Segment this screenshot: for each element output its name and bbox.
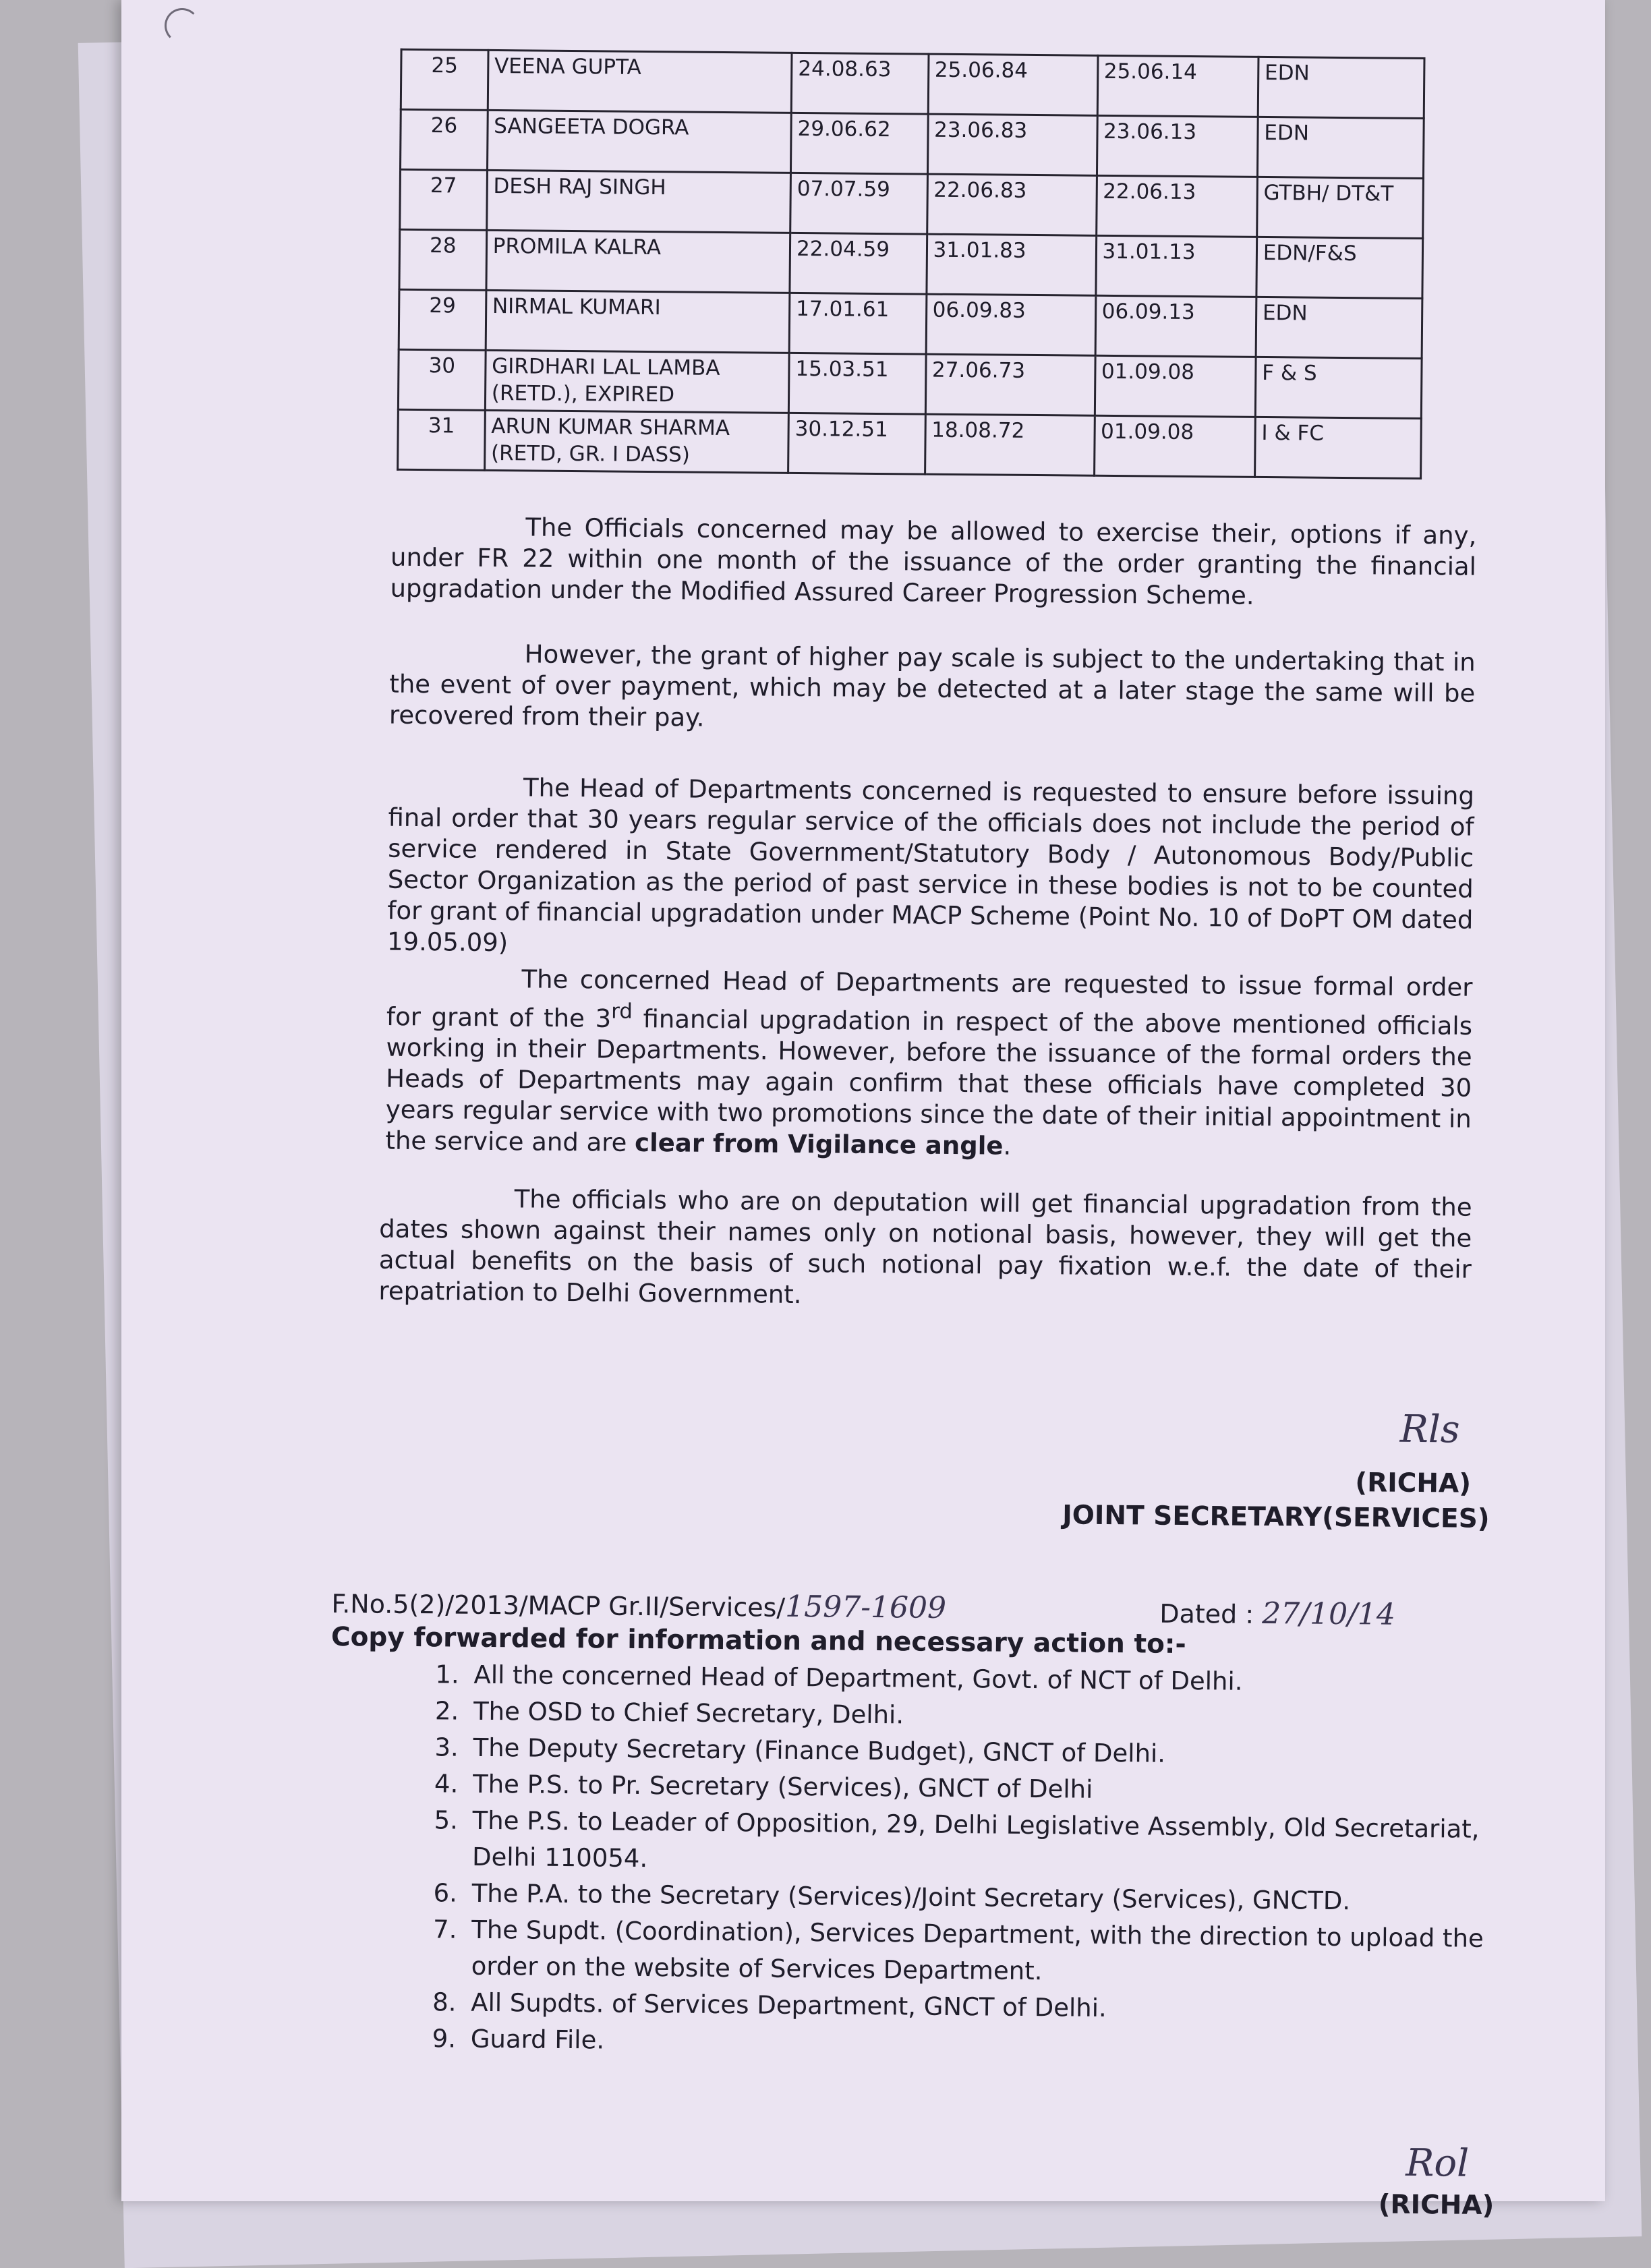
cell-dept: F & S xyxy=(1255,357,1422,418)
cell-no: 26 xyxy=(400,109,487,170)
recipients-list xyxy=(422,1656,1519,2066)
table-row xyxy=(398,409,1422,478)
cell-dept: I & FC xyxy=(1254,417,1421,478)
cell-dept: EDN xyxy=(1258,57,1424,118)
paragraph-overpayment: However, the grant of higher pay scale is subject to the undertaking that in the event of over payment, which may be detected at a later stage the same will be recovered from their pay. xyxy=(388,639,1476,732)
dated-handwritten: 27/10/14 xyxy=(1262,1596,1396,1632)
cell-dept: EDN xyxy=(1257,117,1424,178)
cell-no: 28 xyxy=(399,229,486,290)
paragraph-service-period: The Head of Departments concerned is requested to ensure before issuing final order that 30 years regular service of the officials does not include the period of service rendered in State Government/Statutory Body / Autonomous Body/Public Sector Organization as the period of past service in these bodies is not to be counted for grant of financial upgradation under MACP Scheme (Point No. 10 of DoPT OM dated 19.05.09) xyxy=(386,773,1475,958)
paragraph-fr22: The Officials concerned may be allowed to exercise their, options if any, under FR 22 within one month of the issuance of the order granting the financial upgradation under the Modified Assured Career Progression Scheme. xyxy=(390,513,1477,610)
table-row xyxy=(399,229,1423,298)
cell-d2: 27.06.73 xyxy=(925,354,1095,415)
bottom-signatory-name: (RICHA) xyxy=(1378,2189,1495,2221)
recipient-item: 6. The P.A. to the Secretary (Services)/Joint Secretary (Services), GNCTD. xyxy=(465,1876,1517,1921)
recipient-item: 9. Guard File. xyxy=(464,2021,1516,2067)
recipient-item: 4. The P.S. to Pr. Secretary (Services), GNCT of Delhi xyxy=(466,1766,1518,1812)
cell-d3: 01.09.08 xyxy=(1094,415,1255,477)
cell-d1: 24.08.63 xyxy=(791,53,928,114)
bottom-handwritten-signature: Rol xyxy=(1405,2141,1470,2186)
cell-dept: EDN/F&S xyxy=(1256,237,1423,298)
cell-d1: 29.06.62 xyxy=(791,113,928,174)
dated-label: Dated : xyxy=(1159,1598,1254,1629)
cell-d2: 18.08.72 xyxy=(925,414,1095,475)
cell-name: SANGEETA DOGRA xyxy=(487,110,791,173)
cell-d2: 22.06.83 xyxy=(927,174,1097,235)
cell-d3: 01.09.08 xyxy=(1095,355,1256,417)
cell-d2: 23.06.83 xyxy=(927,114,1097,175)
p4-superscript: rd xyxy=(611,999,633,1024)
file-number xyxy=(331,1586,946,1625)
file-number-handwritten: 1597-1609 xyxy=(784,1589,947,1625)
p4-text-b: financial upgradation in respect of the above mentioned officials working in their Departments. However, before the issuance of the formal orders the Heads of Departments may again confirm that these officials have completed 30 years regular service with two promotions since the date of their initial appointment in the service and are xyxy=(385,1004,1473,1158)
cell-name: VEENA GUPTA xyxy=(488,50,792,113)
cell-d3: 25.06.14 xyxy=(1097,55,1258,117)
recipient-item: 7. The Supdt. (Coordination), Services Department, with the direction to upload the order on the website of Services Department. xyxy=(465,1912,1517,1994)
cell-no: 25 xyxy=(401,49,488,110)
p4-text-a: The concerned Head of Departments are requested to issue formal order for grant of the 3 xyxy=(386,964,1473,1033)
cell-d2: 06.09.83 xyxy=(926,294,1096,355)
p4-text-c: . xyxy=(1003,1131,1012,1161)
cell-d3: 22.06.13 xyxy=(1096,175,1257,237)
handwritten-signature: Rls xyxy=(1399,1407,1460,1452)
cell-d1: 17.01.61 xyxy=(789,293,926,354)
signatory-name: (RICHA) xyxy=(1355,1467,1472,1499)
cell-no: 29 xyxy=(399,289,486,350)
copy-forwarded-heading: Copy forwarded for information and necessary action to:- xyxy=(330,1621,1186,1660)
recipient-item: 8. All Supdts. of Services Department, GNCT of Delhi. xyxy=(464,1985,1516,2031)
cell-d1: 30.12.51 xyxy=(788,413,925,474)
table-row xyxy=(400,169,1424,238)
cell-name: NIRMAL KUMARI xyxy=(486,290,790,353)
cell-d1: 22.04.59 xyxy=(790,233,927,294)
cell-d3: 23.06.13 xyxy=(1097,115,1258,177)
recipient-item: 1. All the concerned Head of Department, Govt. of NCT of Delhi. xyxy=(467,1657,1519,1703)
cell-d3: 06.09.13 xyxy=(1095,295,1256,357)
cell-d3: 31.01.13 xyxy=(1095,235,1256,297)
cell-name: GIRDHARI LAL LAMBA (RETD.), EXPIRED xyxy=(485,350,789,413)
cell-dept: EDN xyxy=(1256,297,1422,358)
file-number-printed: F.No.5(2)/2013/MACP Gr.II/Services/ xyxy=(331,1588,786,1623)
recipient-item: 2. The OSD to Chief Secretary, Delhi. xyxy=(467,1693,1519,1739)
cell-d1: 15.03.51 xyxy=(788,353,925,414)
table-row xyxy=(401,49,1424,118)
paragraph-formal-order xyxy=(385,963,1472,1166)
cell-dept: GTBH/ DT&T xyxy=(1257,177,1424,238)
signatory-title: JOINT SECRETARY(SERVICES) xyxy=(1062,1500,1490,1534)
dated-line xyxy=(1159,1596,1395,1632)
paragraph-deputation: The officials who are on deputation will get financial upgradation from the dates shown against their names only on notional basis, however, they will get the actual benefits on the basis of such notional pay fixation w.e.f. the date of their repatriation to Delhi Government. xyxy=(378,1184,1472,1310)
table-row xyxy=(400,109,1424,178)
p4-vigilance-bold: clear from Vigilance angle xyxy=(634,1128,1004,1161)
cell-d2: 25.06.84 xyxy=(928,54,1098,115)
cell-d1: 07.07.59 xyxy=(790,173,927,234)
table-row xyxy=(398,349,1422,418)
cell-no: 31 xyxy=(398,409,485,470)
cell-name: PROMILA KALRA xyxy=(486,230,790,293)
officials-table xyxy=(397,49,1425,479)
cell-name: DESH RAJ SINGH xyxy=(486,170,790,233)
cell-name: ARUN KUMAR SHARMA (RETD, GR. I DASS) xyxy=(484,410,788,473)
recipient-item: 3. The Deputy Secretary (Finance Budget), GNCT of Delhi. xyxy=(466,1730,1518,1776)
table-row xyxy=(399,289,1422,358)
cell-no: 27 xyxy=(400,169,487,230)
officials-table-body xyxy=(398,49,1424,478)
cell-d2: 31.01.83 xyxy=(926,234,1096,295)
cell-no: 30 xyxy=(398,349,485,410)
recipient-item: 5. The P.S. to Leader of Opposition, 29, Delhi Legislative Assembly, Old Secretariat, Delhi 110054. xyxy=(465,1803,1518,1885)
